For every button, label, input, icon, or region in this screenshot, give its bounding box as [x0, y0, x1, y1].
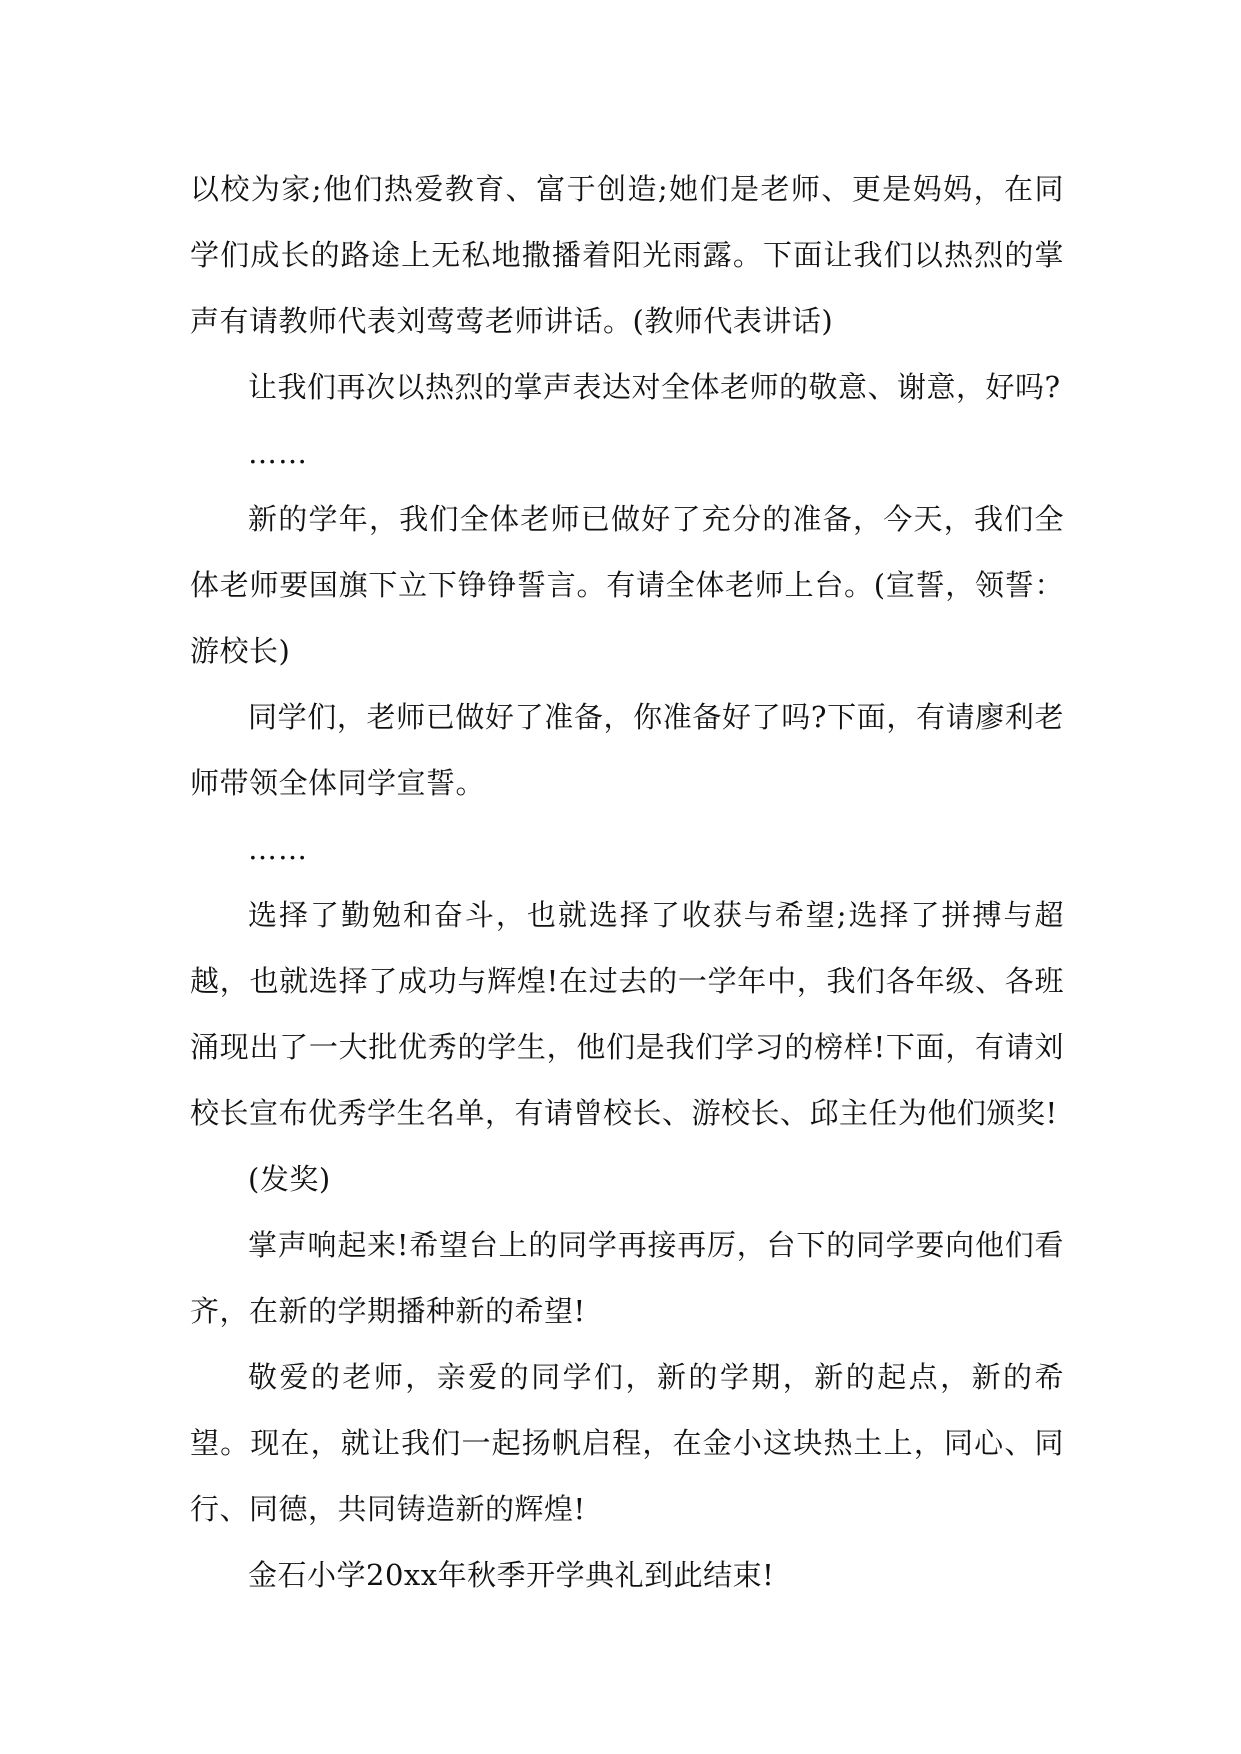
paragraph-5: 选择了勤勉和奋斗，也就选择了收获与希望;选择了拼搏与超越，也就选择了成功与辉煌!在过去的一学年中，我们各年级、各班涌现出了一大批优秀的学生，他们是我们学习的榜样!下面，有请刘校长宣布优秀学生名单，有请曾校长、游校长、邱主任为他们颁奖!	[190, 898, 1064, 1130]
paragraph-6: (发奖)	[248, 1162, 331, 1196]
ellipsis-1: ……	[248, 436, 308, 470]
paragraph-1: 以校为家;他们热爱教育、富于创造;她们是老师、更是妈妈，在同学们成长的路途上无私地撒播着阳光雨露。下面让我们以热烈的掌声有请教师代表刘莺莺老师讲话。(教师代表讲话)	[190, 172, 1064, 338]
paragraph-7: 掌声响起来!希望台上的同学再接再厉，台下的同学要向他们看齐，在新的学期播种新的希望!	[190, 1228, 1064, 1328]
paragraph-9: 金石小学20xx年秋季开学典礼到此结束!	[248, 1558, 775, 1592]
paragraph-8: 敬爱的老师，亲爱的同学们，新的学期，新的起点，新的希望。现在，就让我们一起扬帆启程，在金小这块热土上，同心、同行、同德，共同铸造新的辉煌!	[190, 1360, 1064, 1526]
paragraph-3: 新的学年，我们全体老师已做好了充分的准备，今天，我们全体老师要国旗下立下铮铮誓言。有请全体老师上台。(宣誓，领誓：游校长)	[190, 502, 1064, 668]
paragraph-4: 同学们，老师已做好了准备，你准备好了吗?下面，有请廖利老师带领全体同学宣誓。	[190, 700, 1064, 800]
ellipsis-2: ……	[248, 832, 308, 866]
paragraph-2: 让我们再次以热烈的掌声表达对全体老师的敬意、谢意，好吗?	[248, 370, 1061, 404]
document-body	[190, 156, 1064, 1608]
